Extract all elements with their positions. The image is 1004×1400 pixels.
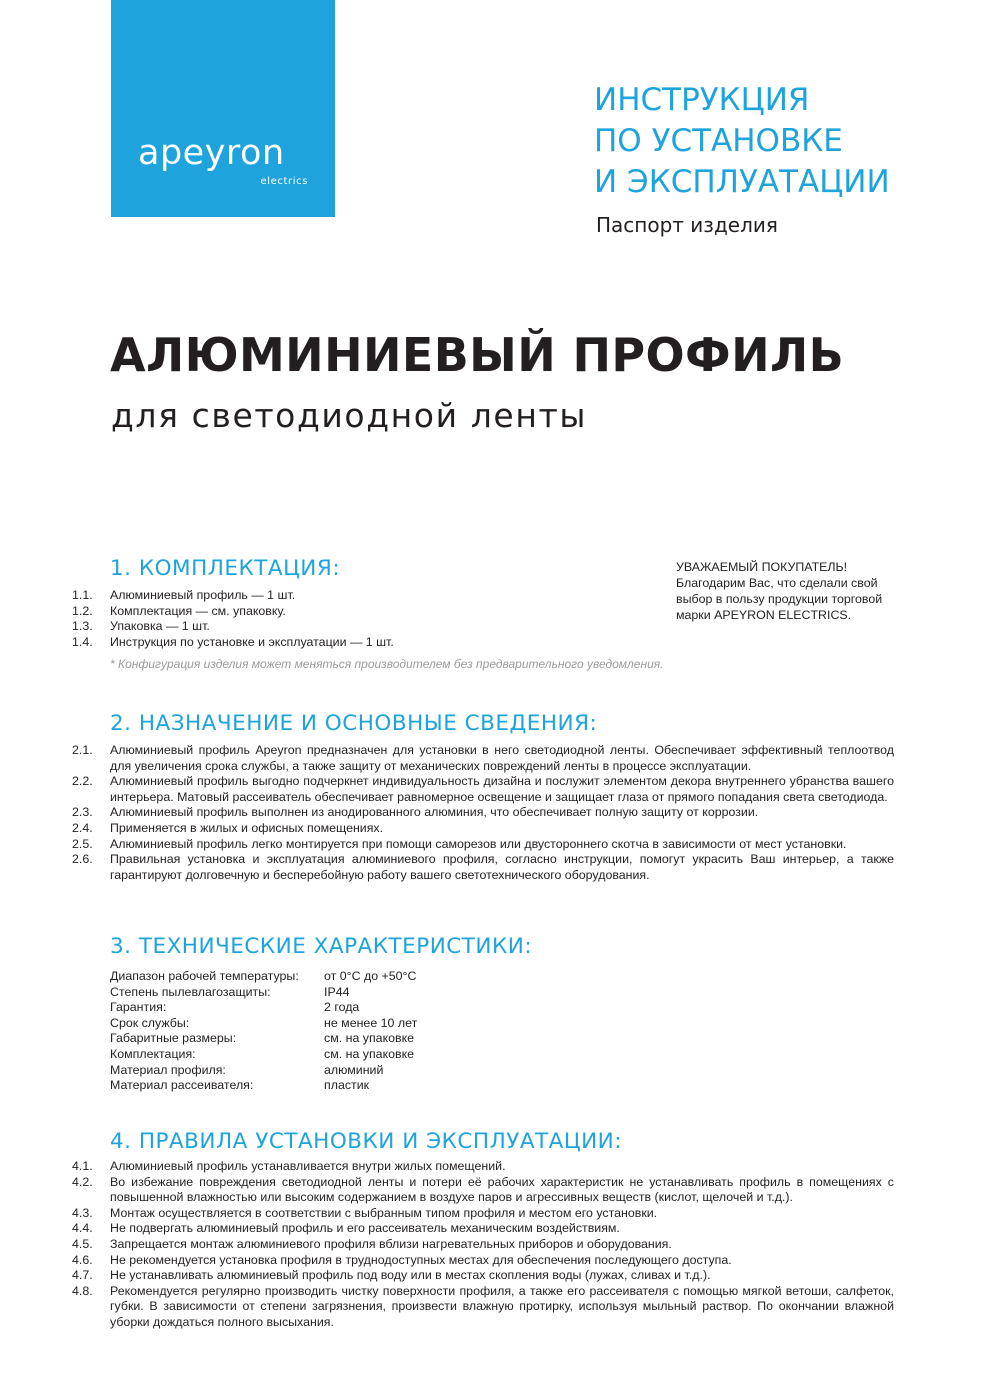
- item-text: Монтаж осуществляется в соответствии с выбранным типом профиля и местом его установки.: [110, 1205, 658, 1220]
- item-number: 4.6.: [72, 1252, 93, 1267]
- brand-sub: electrics: [260, 176, 308, 187]
- list-item: [72, 1237, 894, 1253]
- item-list: [72, 588, 632, 650]
- item-number: 1.3.: [72, 619, 93, 634]
- item-text: Во избежание повреждения светодиодной ленты и потери её рабочих характеристик не устанавливать профиль в помещениях с повышенной влажностью или высоким содержанием в воздухе паров и агрессивных веществ (кислот, щелочей и т.д.).: [110, 1174, 894, 1205]
- spec-label: Степень пылевлагозащиты:: [110, 984, 271, 999]
- section-heading: 3. ТЕХНИЧЕСКИЕ ХАРАКТЕРИСТИКИ:: [110, 934, 533, 959]
- list-item: [72, 635, 632, 651]
- section-heading: 1. КОМПЛЕКТАЦИЯ:: [110, 556, 341, 581]
- greeting-heading: УВАЖАЕМЫЙ ПОКУПАТЕЛЬ!: [676, 560, 848, 574]
- product-subtitle: для светодиодной ленты: [111, 396, 587, 435]
- item-text: Запрещается монтаж алюминиевого профиля вблизи нагревательных приборов и оборудования.: [110, 1236, 672, 1251]
- item-number: 4.3.: [72, 1205, 93, 1220]
- spec-row: [110, 1000, 510, 1016]
- item-text: Алюминиевый профиль устанавливается внутри жилых помещений.: [110, 1159, 506, 1173]
- item-number: 4.5.: [72, 1236, 93, 1251]
- list-item: [72, 743, 894, 774]
- spec-row: [110, 1016, 510, 1032]
- list-item: [72, 852, 894, 883]
- item-number: 2.5.: [72, 836, 93, 851]
- document-title: [594, 80, 994, 203]
- list-item: [72, 774, 894, 805]
- spec-value: пластик: [324, 1078, 370, 1093]
- spec-table: [110, 969, 510, 1094]
- item-text: Правильная установка и эксплуатация алюминиевого профиля, согласно инструкции, помогут украсить Ваш интерьер, а также гарантируют долговечную и бесперебойную работу вашего светотехнического оборудования.: [110, 852, 894, 882]
- spec-value: см. на упаковке: [324, 1031, 415, 1046]
- spec-value: см. на упаковке: [324, 1046, 415, 1061]
- spec-label: Комплектация:: [110, 1046, 196, 1061]
- brand-name: apeyron: [138, 133, 285, 173]
- list-item: [72, 604, 632, 620]
- item-text: Не устанавливать алюминиевый профиль под воду или в местах скопления воды (лужах, сливах и т.д.).: [110, 1268, 711, 1283]
- item-number: 2.6.: [72, 852, 93, 867]
- item-number: 2.3.: [72, 805, 93, 820]
- brand-logo: [111, 0, 335, 217]
- item-text: Алюминиевый профиль Apeyron предназначен для установки в него светодиодной ленты. Обеспечивает эффективный теплоотвод для увеличения срока службы, а также защиту от механических повреждений ленты в процессе эксплуатации.: [110, 743, 894, 773]
- item-number: 4.4.: [72, 1221, 93, 1236]
- spec-row: [110, 1063, 510, 1079]
- greeting-text: Благодарим Вас, что сделали свой выбор в пользу продукции торговой марки APEYRON ELECTRICS.: [676, 576, 883, 622]
- item-number: 1.4.: [72, 634, 93, 649]
- list-item: [72, 1175, 894, 1206]
- item-number: 2.2.: [72, 774, 93, 789]
- item-number: 4.1.: [72, 1159, 93, 1173]
- item-text: Комплектация — см. упаковку.: [110, 603, 286, 618]
- section-heading: 4. ПРАВИЛА УСТАНОВКИ И ЭКСПЛУАТАЦИИ:: [110, 1129, 622, 1154]
- list-item: [72, 1159, 894, 1175]
- list-item: [72, 1253, 894, 1269]
- spec-label: Материал рассеивателя:: [110, 1078, 254, 1093]
- item-number: 1.2.: [72, 603, 93, 618]
- document-title-line-3: И ЭКСПЛУАТАЦИИ: [594, 164, 890, 200]
- spec-row: [110, 1031, 510, 1047]
- spec-value: IP44: [324, 984, 350, 999]
- item-text: Алюминиевый профиль легко монтируется при помощи саморезов или двустороннего скотча в зависимости от мест установки.: [110, 836, 847, 851]
- list-item: [72, 1268, 894, 1284]
- item-text: Упаковка — 1 шт.: [110, 619, 210, 634]
- spec-value: не менее 10 лет: [324, 1015, 418, 1030]
- list-item: [72, 821, 894, 837]
- document-title-line-1: ИНСТРУКЦИЯ: [594, 82, 810, 118]
- spec-value: от 0°C до +50°C: [324, 969, 417, 983]
- configuration-note: * Конфигурация изделия может меняться производителем без предварительного уведомления.: [110, 657, 664, 671]
- item-number: 1.1.: [72, 588, 93, 602]
- spec-value: 2 года: [324, 1000, 360, 1015]
- spec-row: [110, 985, 510, 1001]
- item-number: 2.4.: [72, 820, 93, 835]
- spec-label: Гарантия:: [110, 1000, 167, 1015]
- item-text: Алюминиевый профиль — 1 шт.: [110, 588, 296, 602]
- list-item: [72, 805, 894, 821]
- item-text: Рекомендуется регулярно производить чистку поверхности профиля, а также его рассеивателя с помощью мягкой ветоши, салфеток, губки. В зависимости от степени загрязнения, произвести влажную протирку, используя мыльный раствор. По окончании влажной уборки дождаться полного высыхания.: [110, 1283, 894, 1329]
- list-item: [72, 1206, 894, 1222]
- list-item: [72, 588, 632, 604]
- spec-label: Габаритные размеры:: [110, 1031, 237, 1046]
- document-title-line-2: ПО УСТАНОВКЕ: [594, 123, 843, 159]
- spec-value: алюминий: [324, 1062, 384, 1077]
- spec-label: Диапазон рабочей температуры:: [110, 969, 299, 983]
- item-text: Алюминиевый профиль выгодно подчеркнет индивидуальность дизайна и послужит элементом декора внутреннего убранства вашего интерьера. Матовый рассеиватель обеспечивает равномерное освещение и защищает глаза от прямого попадания света светодиода.: [110, 774, 894, 804]
- customer-greeting: [676, 559, 906, 623]
- item-list: [72, 1159, 894, 1331]
- product-title: АЛЮМИНИЕВЫЙ ПРОФИЛЬ: [110, 328, 845, 382]
- item-list: [72, 743, 894, 883]
- spec-row: [110, 1078, 510, 1094]
- item-text: Не рекомендуется установка профиля в труднодоступных местах для обеспечения последующего доступа.: [110, 1252, 732, 1267]
- item-text: Применяется в жилых и офисных помещениях.: [110, 820, 384, 835]
- item-text: Алюминиевый профиль выполнен из анодированного алюминия, что обеспечивает полную защиту от коррозии.: [110, 805, 759, 820]
- list-item: [72, 1221, 894, 1237]
- item-text: Инструкция по установке и эксплуатации — 1 шт.: [110, 634, 394, 649]
- spec-row: [110, 969, 510, 985]
- item-number: 2.1.: [72, 743, 93, 757]
- item-number: 4.8.: [72, 1283, 93, 1298]
- document-subtitle: Паспорт изделия: [596, 213, 778, 237]
- section-heading: 2. НАЗНАЧЕНИЕ И ОСНОВНЫЕ СВЕДЕНИЯ:: [110, 711, 598, 736]
- spec-label: Материал профиля:: [110, 1062, 226, 1077]
- list-item: [72, 837, 894, 853]
- spec-label: Срок службы:: [110, 1015, 190, 1030]
- spec-row: [110, 1047, 510, 1063]
- list-item: [72, 619, 632, 635]
- item-number: 4.7.: [72, 1268, 93, 1283]
- item-number: 4.2.: [72, 1174, 93, 1189]
- item-text: Не подвергать алюминиевый профиль и его рассеиватель механическим воздействиям.: [110, 1221, 620, 1236]
- list-item: [72, 1284, 894, 1331]
